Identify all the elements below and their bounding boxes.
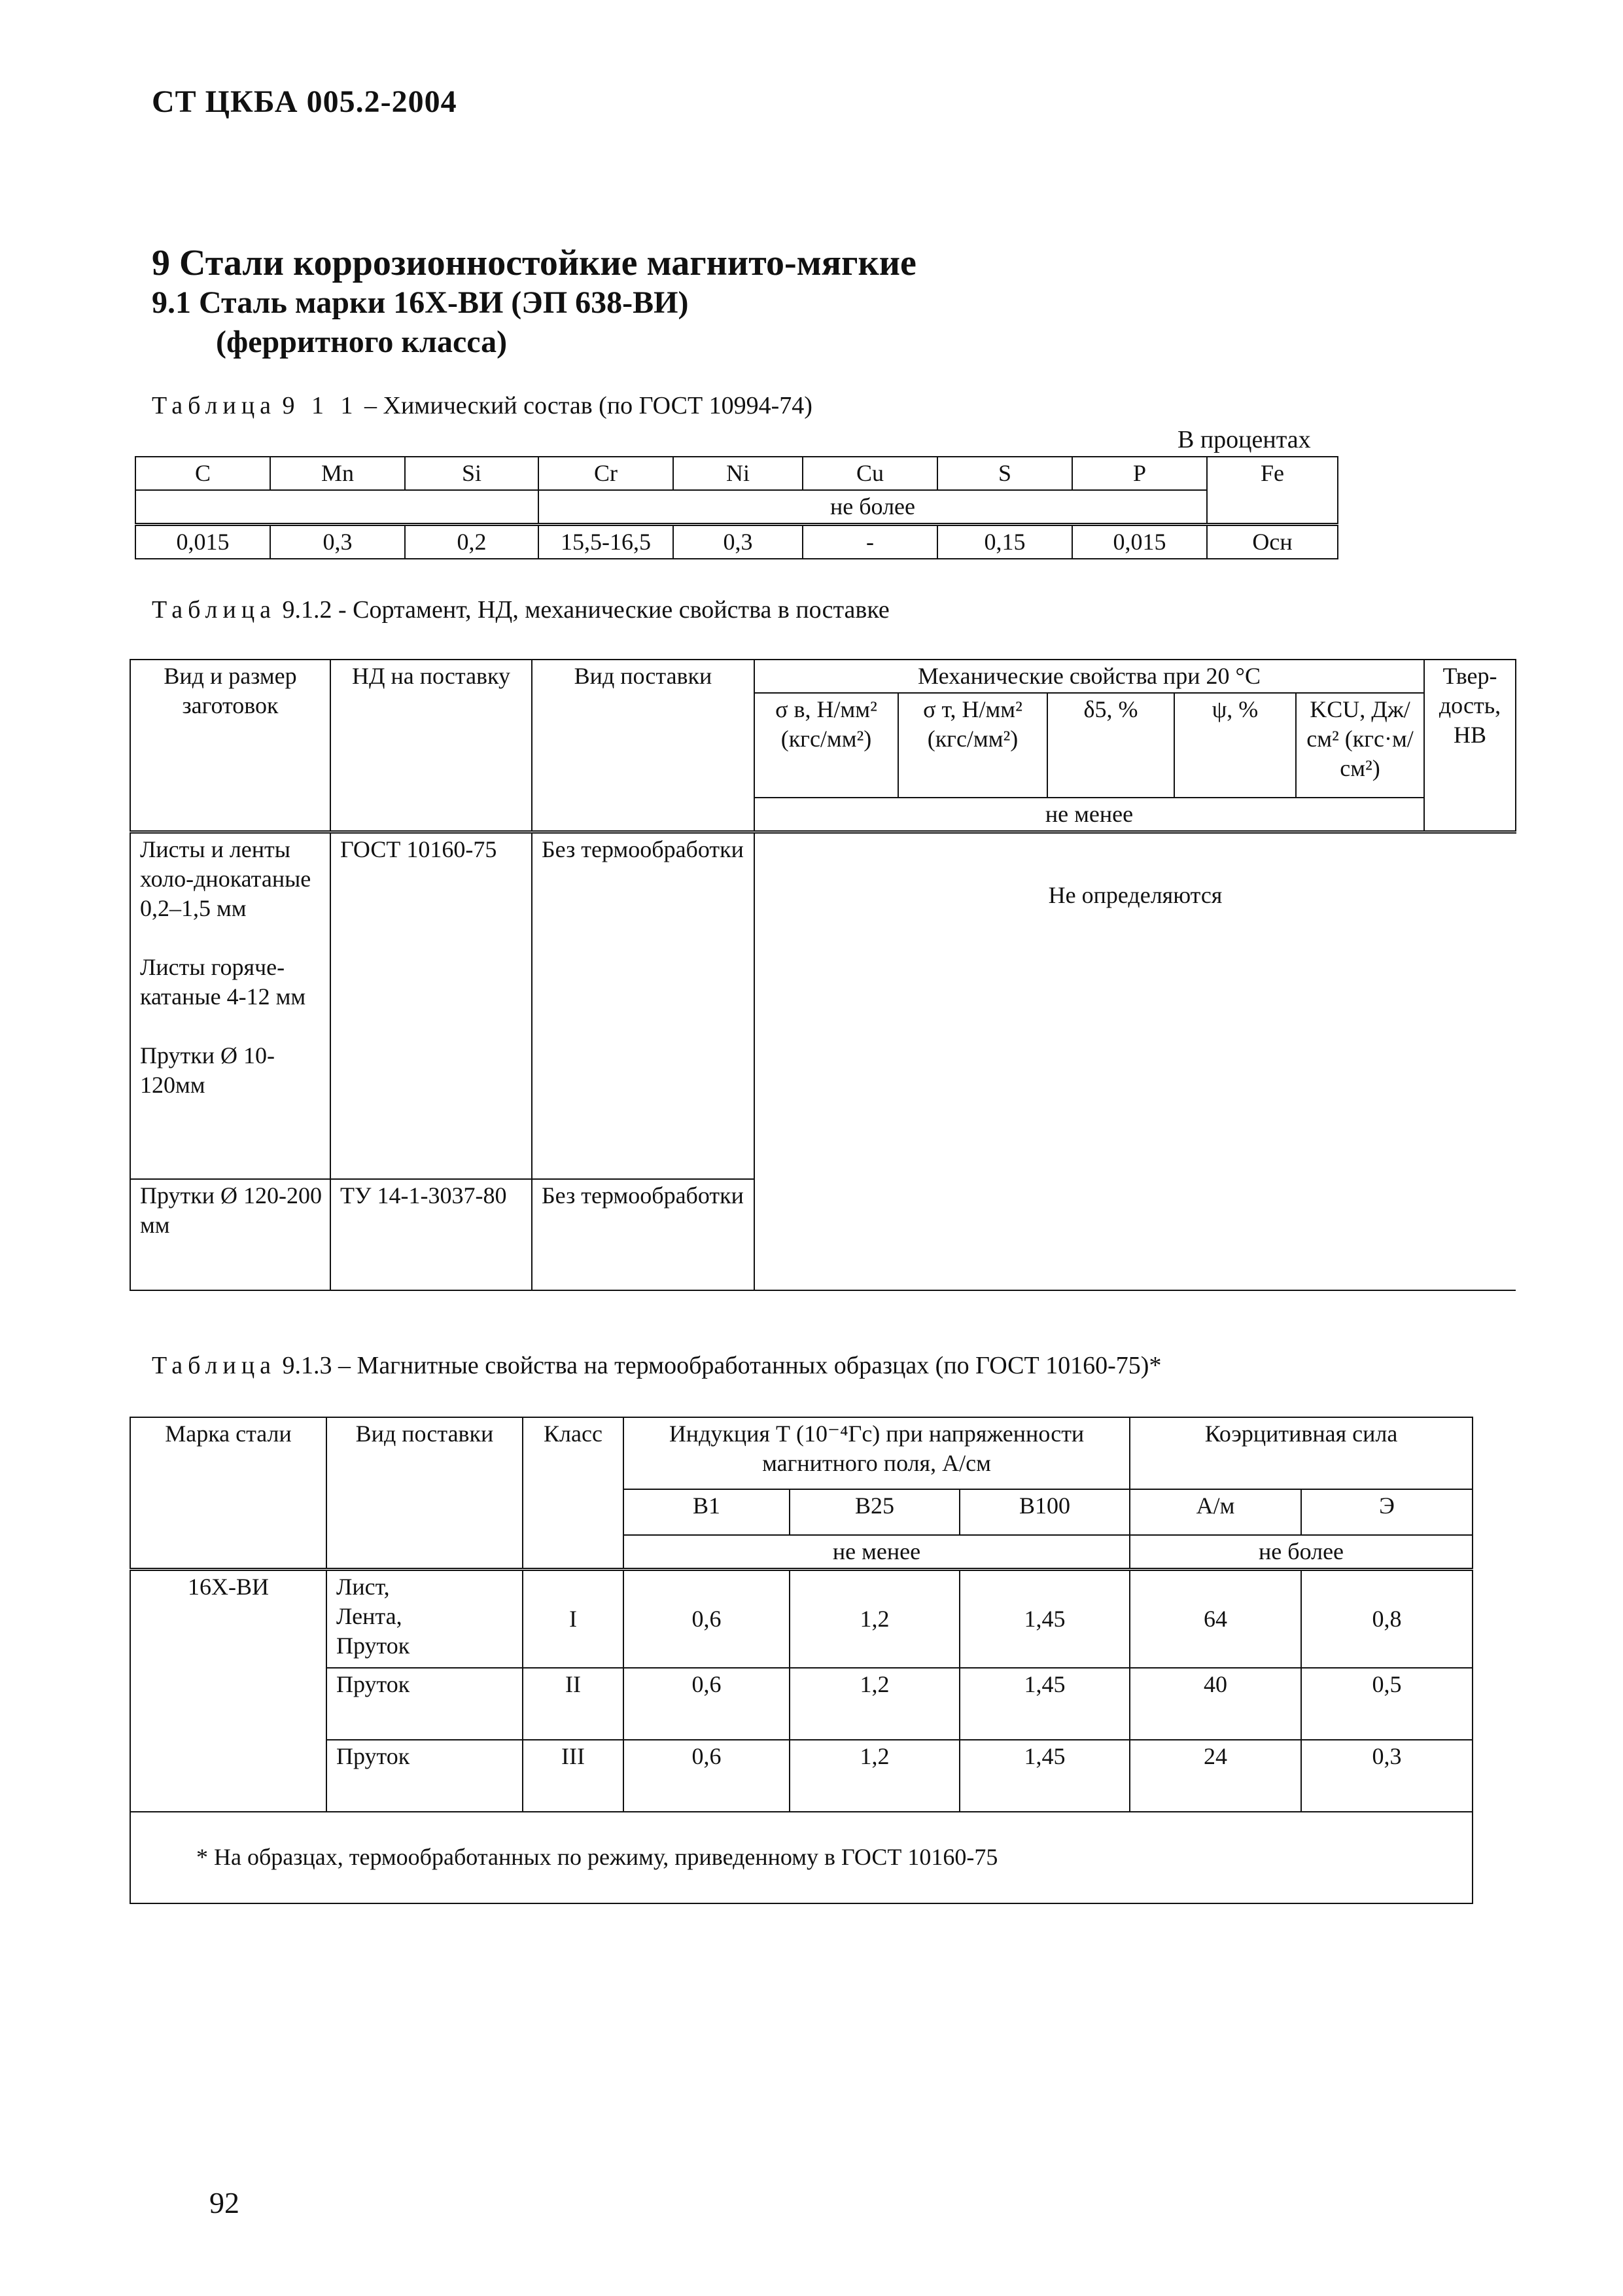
chemical-composition-table — [135, 456, 1338, 559]
value-p: 0,015 — [1072, 525, 1207, 559]
b100-row-3: 1,45 — [960, 1740, 1130, 1812]
supply-row-2: Без термообработки — [532, 1179, 754, 1290]
e-row-3: 0,3 — [1301, 1740, 1473, 1812]
nd-row-1: ГОСТ 10160-75 — [330, 832, 532, 1179]
col-supply: Вид поставки — [326, 1417, 523, 1570]
class-row-1: I — [523, 1570, 623, 1668]
e-row-2: 0,5 — [1301, 1668, 1473, 1740]
sub-delta: δ5, % — [1047, 693, 1174, 798]
sub-am: А/м — [1130, 1489, 1301, 1535]
am-row-2: 40 — [1130, 1668, 1301, 1740]
sub-sigma-t: σ т, Н/мм² (кгс/мм²) — [898, 693, 1047, 798]
mechanical-properties-table — [130, 659, 1516, 1291]
header-mn: Mn — [270, 457, 405, 490]
table1-caption: Таблица 9 1 1 – Химический состав (по ГОСТ 10994-74) — [152, 392, 812, 419]
b25-row-1: 1,2 — [790, 1570, 960, 1668]
header-cr: Cr — [538, 457, 673, 490]
value-cu: - — [803, 525, 937, 559]
b1-row-1: 0,6 — [623, 1570, 790, 1668]
table1-unit-note: В процентах — [1178, 426, 1311, 453]
header-fe: Fe — [1207, 457, 1338, 525]
sub-b100: B100 — [960, 1489, 1130, 1535]
b25-row-2: 1,2 — [790, 1668, 960, 1740]
sub-psi: ψ, % — [1174, 693, 1296, 798]
value-fe: Осн — [1207, 525, 1338, 559]
b100-row-1: 1,45 — [960, 1570, 1130, 1668]
form-row-1: Листы и ленты холо-днокатаные 0,2–1,5 мм Листы горяче-катаные 4-12 мм Прутки Ø 10-120мм — [130, 832, 330, 1179]
section-title: 9 Стали коррозионностойкие магнито-мягкие — [152, 243, 916, 283]
value-s: 0,15 — [937, 525, 1072, 559]
page-number: 92 — [209, 2186, 239, 2219]
am-row-3: 24 — [1130, 1740, 1301, 1812]
value-mn: 0,3 — [270, 525, 405, 559]
limit-max: не более — [1130, 1535, 1473, 1570]
class-row-3: III — [523, 1740, 623, 1812]
value-ni: 0,3 — [673, 525, 803, 559]
header-c: C — [135, 457, 270, 490]
b100-row-2: 1,45 — [960, 1668, 1130, 1740]
limit-label: не более — [538, 490, 1207, 525]
subsection-title: 9.1 Сталь марки 16Х-ВИ (ЭП 638-ВИ) — [152, 285, 689, 320]
sub-kcu: KCU, Дж/см² (кгс·м/см²) — [1296, 693, 1424, 798]
b1-row-3: 0,6 — [623, 1740, 790, 1812]
col-grade: Марка стали — [130, 1417, 326, 1570]
mech-not-defined: Не определяются — [754, 832, 1516, 1290]
grade-cell: 16Х-ВИ — [130, 1570, 326, 1812]
sub-sigma-b: σ в, Н/мм² (кгс/мм²) — [754, 693, 898, 798]
table2-caption: Таблица 9.1.2 - Сортамент, НД, механические свойства в поставке — [152, 596, 890, 624]
col-coercive: Коэрцитивная сила — [1130, 1417, 1473, 1489]
nd-row-2: ТУ 14-1-3037-80 — [330, 1179, 532, 1290]
class-row-2: II — [523, 1668, 623, 1740]
col-mech: Механические свойства при 20 °С — [754, 660, 1424, 693]
sub-b1: B1 — [623, 1489, 790, 1535]
table3-footnote: * На образцах, термообработанных по режиму, приведенному в ГОСТ 10160-75 — [130, 1812, 1473, 1903]
header-ni: Ni — [673, 457, 803, 490]
supply-row-3: Пруток — [326, 1740, 523, 1812]
sub-b25: B25 — [790, 1489, 960, 1535]
am-row-1: 64 — [1130, 1570, 1301, 1668]
header-cu: Cu — [803, 457, 937, 490]
limit-blank — [135, 490, 538, 525]
document-code: СТ ЦКБА 005.2-2004 — [152, 84, 457, 119]
supply-row-2: Пруток — [326, 1668, 523, 1740]
header-si: Si — [405, 457, 538, 490]
table3-caption: Таблица 9.1.3 – Магнитные свойства на термообработанных образцах (по ГОСТ 10160-75)* — [152, 1352, 1162, 1379]
value-si: 0,2 — [405, 525, 538, 559]
sub-e: Э — [1301, 1489, 1473, 1535]
e-row-1: 0,8 — [1301, 1570, 1473, 1668]
col-class: Класс — [523, 1417, 623, 1570]
col-induction: Индукция Т (10⁻⁴Гс) при напряженности магнитного поля, А/см — [623, 1417, 1130, 1489]
b1-row-2: 0,6 — [623, 1668, 790, 1740]
value-c: 0,015 — [135, 525, 270, 559]
form-row-2: Прутки Ø 120-200 мм — [130, 1179, 330, 1290]
limit-min: не менее — [623, 1535, 1130, 1570]
subsection-title-line2: (ферритного класса) — [216, 325, 508, 359]
supply-row-1: Без термообработки — [532, 832, 754, 1179]
header-s: S — [937, 457, 1072, 490]
b25-row-3: 1,2 — [790, 1740, 960, 1812]
header-p: P — [1072, 457, 1207, 490]
value-cr: 15,5-16,5 — [538, 525, 673, 559]
col-supply: Вид поставки — [532, 660, 754, 832]
col-hardness: Твер-дость, НВ — [1424, 660, 1516, 832]
magnetic-properties-table — [130, 1417, 1473, 1904]
limit-label: не менее — [754, 798, 1424, 832]
supply-row-1: Лист, Лента, Пруток — [326, 1570, 523, 1668]
col-nd: НД на поставку — [330, 660, 532, 832]
col-form: Вид и размер заготовок — [130, 660, 330, 832]
